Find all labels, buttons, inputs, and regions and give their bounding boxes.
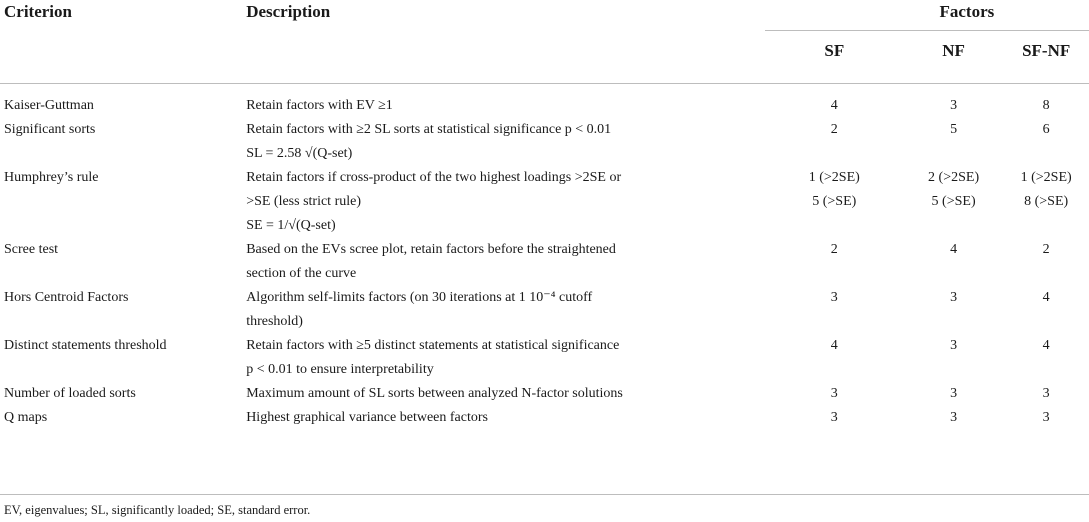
sfnf-cell-line: 8	[1042, 98, 1050, 113]
nf-cell-line: 3	[950, 98, 958, 113]
criterion-cell	[0, 286, 246, 334]
sf-cell	[765, 334, 904, 382]
nf-cell-line: 5 (>SE)	[931, 194, 976, 209]
description-cell	[246, 84, 765, 119]
description-cell-line: p < 0.01 to ensure interpretability	[246, 362, 434, 377]
header-description: Description	[246, 2, 331, 21]
nf-cell-line: 2 (>2SE)	[928, 170, 980, 185]
sfnf-cell	[1003, 286, 1089, 334]
description-cell-line: >SE (less strict rule)	[246, 194, 362, 209]
sfnf-cell	[1003, 166, 1089, 238]
nf-cell	[904, 334, 1004, 382]
sf-cell-line: 2	[830, 122, 838, 137]
table-footnote: EV, eigenvalues; SL, significantly loaded; SE, standard error.	[4, 503, 311, 517]
sf-cell	[765, 166, 904, 238]
criterion-cell-line: Number of loaded sorts	[4, 386, 136, 401]
header-criterion: Criterion	[4, 2, 72, 21]
sfnf-cell	[1003, 238, 1089, 286]
sfnf-cell	[1003, 84, 1089, 119]
sf-cell-line: 2	[830, 242, 838, 257]
sf-cell-line: 4	[830, 98, 838, 113]
sf-cell	[765, 118, 904, 166]
nf-cell-line: 5	[950, 122, 958, 137]
nf-cell	[904, 166, 1004, 238]
sf-cell	[765, 84, 904, 119]
sfnf-cell-line: 4	[1042, 338, 1050, 353]
nf-cell-line: 3	[950, 386, 958, 401]
sfnf-cell	[1003, 118, 1089, 166]
description-cell	[246, 118, 765, 166]
table-row	[0, 238, 1089, 286]
description-cell-line: Retain factors with ≥5 distinct statements at statistical significance	[246, 338, 620, 353]
description-cell-line: Retain factors if cross-product of the two highest loadings >2SE or	[246, 170, 622, 185]
header-sf: SF	[765, 31, 904, 84]
description-cell-line: Highest graphical variance between factors	[246, 410, 488, 425]
sf-cell-line: 3	[830, 410, 838, 425]
description-cell-line: Maximum amount of SL sorts between analyzed N-factor solutions	[246, 386, 623, 401]
sf-cell-line: 5 (>SE)	[812, 194, 857, 209]
nf-cell	[904, 406, 1004, 430]
sf-cell	[765, 286, 904, 334]
description-cell	[246, 406, 765, 430]
sf-cell	[765, 238, 904, 286]
description-cell-line: Algorithm self-limits factors (on 30 iterations at 1 10⁻⁴ cutoff	[246, 290, 593, 305]
criterion-cell	[0, 334, 246, 382]
nf-cell-line: 3	[950, 338, 958, 353]
description-cell-line: Retain factors with ≥2 SL sorts at statistical significance p < 0.01	[246, 122, 612, 137]
criterion-cell-line: Q maps	[4, 410, 48, 425]
nf-cell	[904, 238, 1004, 286]
criterion-cell	[0, 84, 246, 119]
sfnf-cell-line: 3	[1042, 386, 1050, 401]
nf-cell	[904, 382, 1004, 406]
description-cell-line: threshold)	[246, 314, 303, 329]
description-cell	[246, 382, 765, 406]
criterion-cell	[0, 406, 246, 430]
criterion-cell	[0, 118, 246, 166]
criterion-cell-line: Significant sorts	[4, 122, 96, 137]
sfnf-cell-line: 6	[1042, 122, 1050, 137]
description-cell-line: Retain factors with EV ≥1	[246, 98, 393, 113]
sfnf-cell-line: 4	[1042, 290, 1050, 305]
criterion-cell-line: Scree test	[4, 242, 59, 257]
sf-cell	[765, 406, 904, 430]
sf-cell-line: 3	[830, 290, 838, 305]
header-nf: NF	[904, 31, 1004, 84]
criterion-cell	[0, 166, 246, 238]
description-cell	[246, 286, 765, 334]
sfnf-cell	[1003, 382, 1089, 406]
nf-cell	[904, 286, 1004, 334]
table-row	[0, 334, 1089, 382]
nf-cell	[904, 118, 1004, 166]
sfnf-cell-line: 1 (>2SE)	[1020, 170, 1072, 185]
description-cell	[246, 166, 765, 238]
header-sfnf: SF-NF	[1003, 31, 1089, 84]
description-cell	[246, 238, 765, 286]
nf-cell-line: 3	[950, 290, 958, 305]
sfnf-cell-line: 2	[1042, 242, 1050, 257]
description-cell-line: section of the curve	[246, 266, 357, 281]
criterion-cell	[0, 382, 246, 406]
table-row	[0, 118, 1089, 166]
table-row	[0, 84, 1089, 119]
description-cell-line: SL = 2.58 √(Q-set)	[246, 146, 353, 161]
table-row	[0, 286, 1089, 334]
table-row	[0, 406, 1089, 430]
table-row	[0, 382, 1089, 406]
criterion-cell-line: Humphrey’s rule	[4, 170, 99, 185]
description-cell-line: SE = 1/√(Q-set)	[246, 218, 336, 233]
sf-cell-line: 4	[830, 338, 838, 353]
nf-cell	[904, 84, 1004, 119]
criterion-cell-line: Distinct statements threshold	[4, 338, 167, 353]
sf-cell	[765, 382, 904, 406]
nf-cell-line: 4	[950, 242, 958, 257]
description-cell-line: Based on the EVs scree plot, retain factors before the straightened	[246, 242, 616, 257]
sfnf-cell-line: 3	[1042, 410, 1050, 425]
table-body	[0, 84, 1089, 431]
header-factors: Factors	[939, 2, 995, 21]
nf-cell-line: 3	[950, 410, 958, 425]
sfnf-cell-line: 8 (>SE)	[1024, 194, 1069, 209]
criterion-cell-line: Hors Centroid Factors	[4, 290, 129, 305]
criterion-cell	[0, 238, 246, 286]
sfnf-cell	[1003, 406, 1089, 430]
bottom-rule	[0, 494, 1089, 495]
criterion-cell-line: Kaiser-Guttman	[4, 98, 94, 113]
table-row	[0, 166, 1089, 238]
sf-cell-line: 3	[830, 386, 838, 401]
sfnf-cell	[1003, 334, 1089, 382]
description-cell	[246, 334, 765, 382]
sf-cell-line: 1 (>2SE)	[808, 170, 860, 185]
